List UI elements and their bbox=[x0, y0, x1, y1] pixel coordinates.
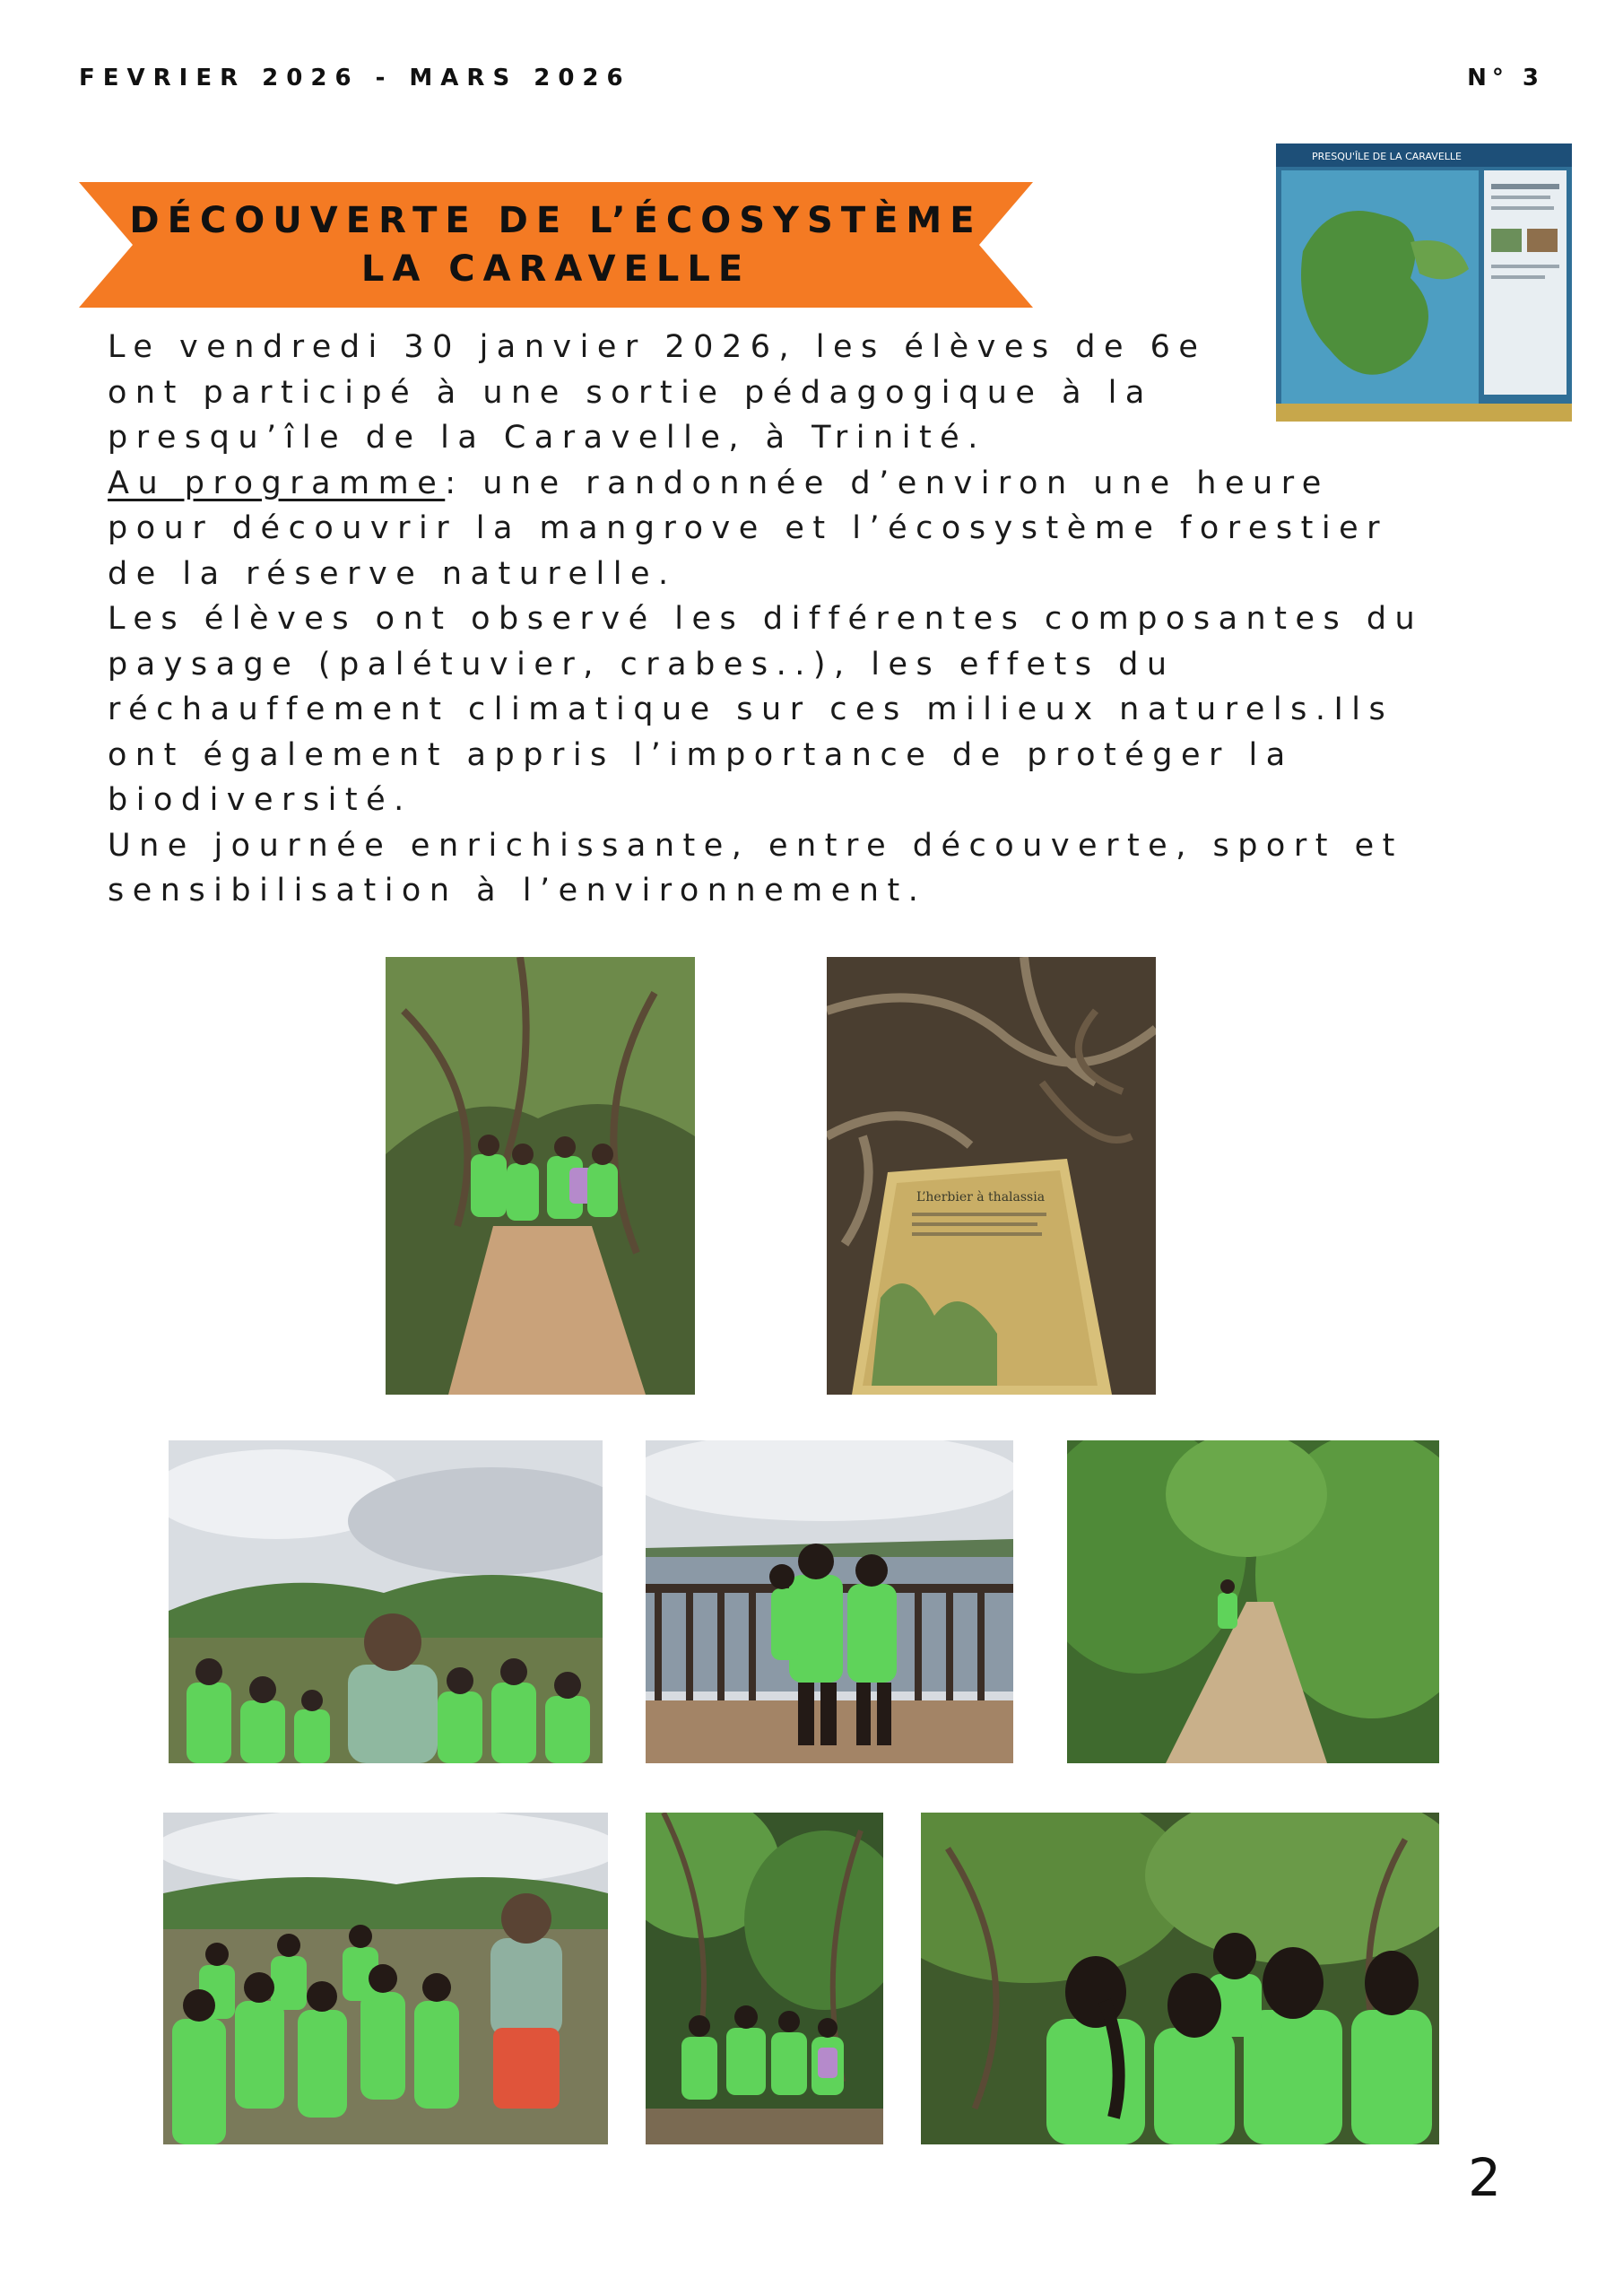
page-number: 2 bbox=[1468, 2147, 1501, 2208]
sign-photo-title: L’herbier à thalassia bbox=[916, 1190, 1046, 1205]
paragraph-intro: Le vendredi 30 janvier 2026, les élèves de 6e ont participé à une sortie pédagogique à la presqu’île de la Caravelle, à Trinité. bbox=[108, 329, 1207, 456]
photo-students-on-pier bbox=[646, 1440, 1013, 1763]
title-banner bbox=[79, 182, 1033, 308]
map-sign-title: PRESQU'ÎLE DE LA CARAVELLE bbox=[1312, 151, 1462, 162]
article-body bbox=[108, 325, 1435, 914]
issue-number: N° 3 bbox=[1467, 65, 1544, 91]
issue-date: FEVRIER 2026 - MARS 2026 bbox=[79, 65, 631, 91]
photo-mangrove-boardwalk-group bbox=[386, 957, 695, 1395]
paragraph-conclusion: Une journée enrichissante, entre découverte, sport et sensibilisation à l’environnement. bbox=[108, 827, 1403, 909]
photo-group-listening-guide bbox=[163, 1813, 608, 2144]
banner-title-line-1: DÉCOUVERTE DE L’ÉCOSYSTÈME bbox=[129, 200, 983, 241]
program-text: : une randonnée d’environ une heure pour découvrir la mangrove et l’écosystème forestier de la réserve naturelle. bbox=[108, 465, 1389, 592]
photo-students-mangrove-backs bbox=[921, 1813, 1439, 2144]
paragraph-program bbox=[108, 461, 1435, 597]
photo-students-in-forest bbox=[646, 1813, 883, 2144]
banner-title-line-2: LA CARAVELLE bbox=[360, 248, 751, 290]
photo-boardwalk-path bbox=[1067, 1440, 1439, 1763]
paragraph-observations: Les élèves ont observé les différentes composantes du paysage (palétuvier, crabes..), les effets du réchauffement climatique sur ces milieux naturels.Ils ont également appris l’importance de protéger la biodiversité. bbox=[108, 601, 1424, 818]
photo-group-hillside-guide bbox=[169, 1440, 603, 1763]
photo-seagrass-sign bbox=[827, 957, 1156, 1395]
program-label: Au programme bbox=[108, 465, 446, 501]
